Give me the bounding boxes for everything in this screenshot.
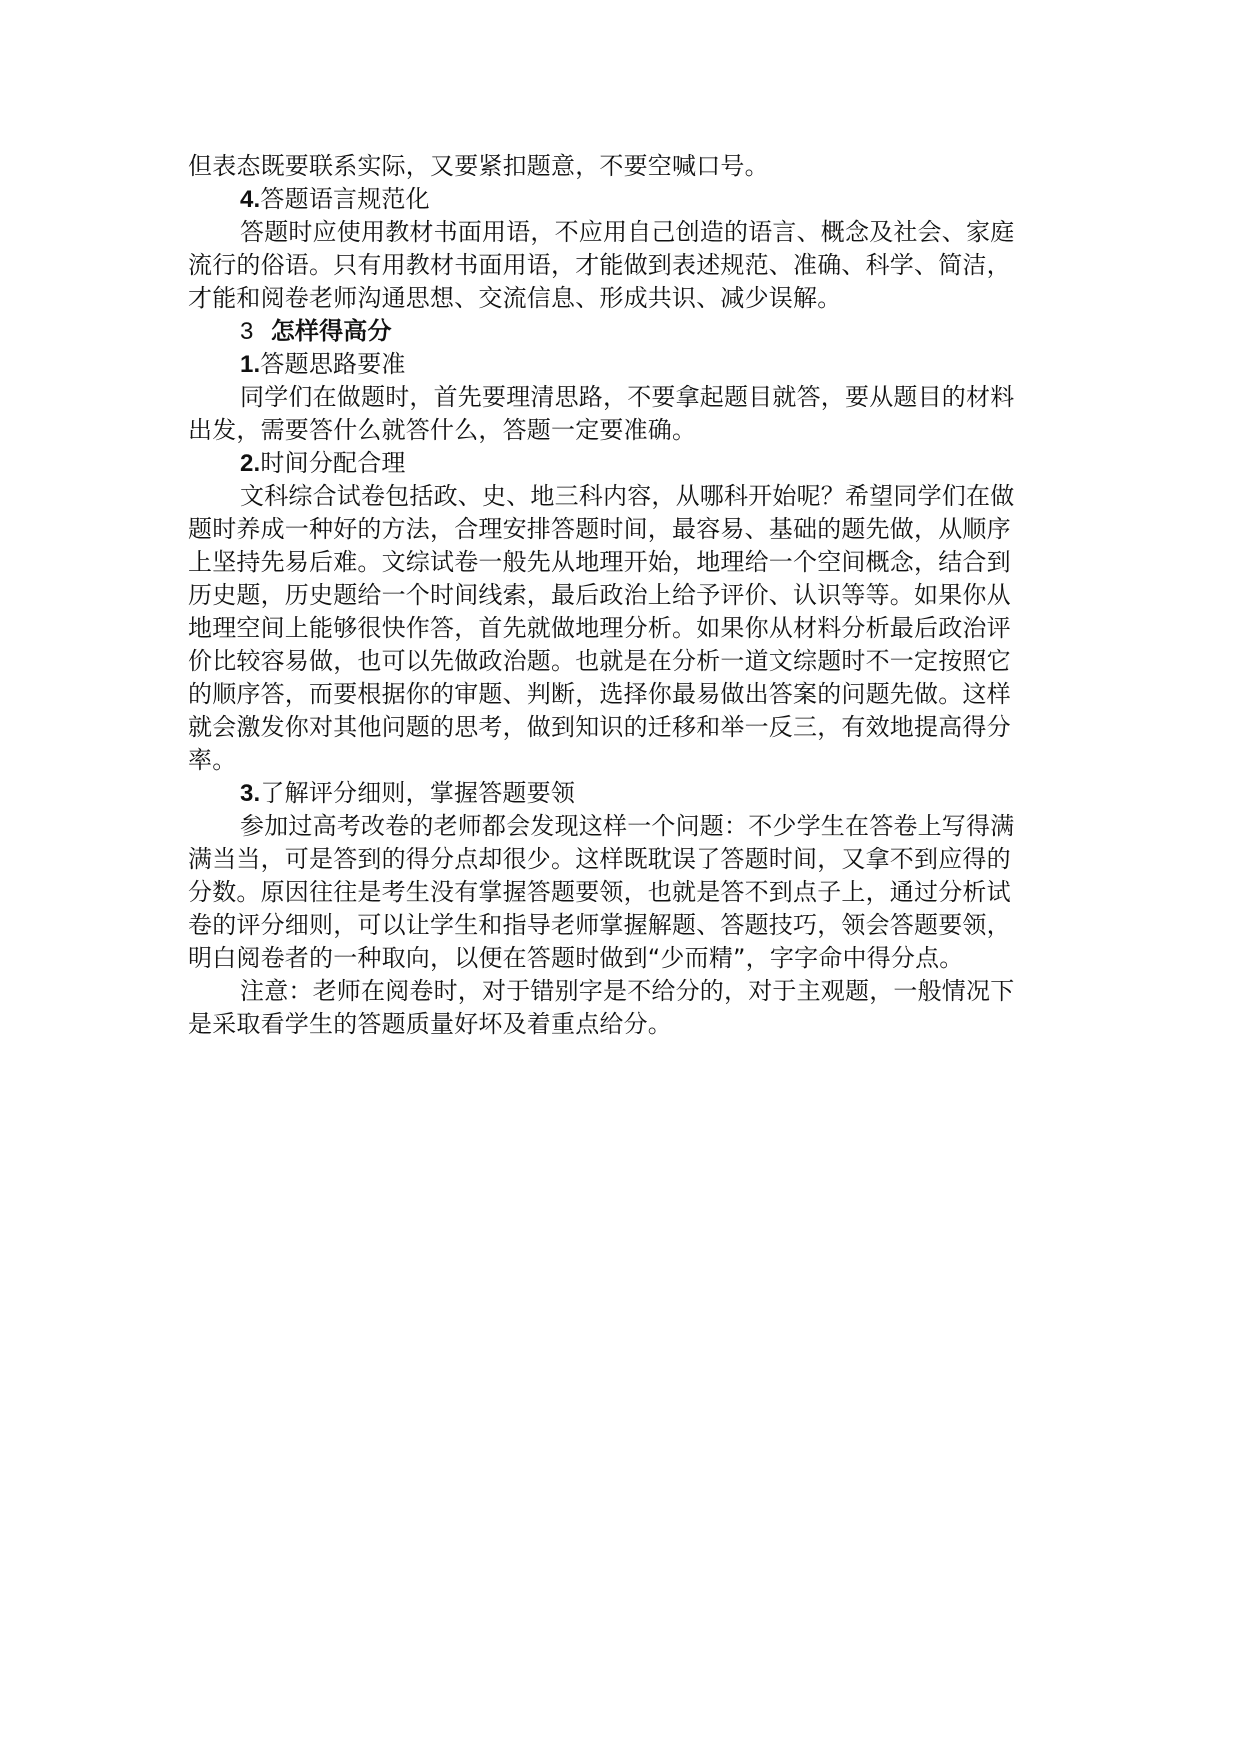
subheading-number: 2. [240, 450, 261, 477]
paragraph-first-line: 参加过高考改卷的老师都会发现这样一个问题：不少学生在答卷上写得满 [240, 812, 1015, 840]
subheading-number: 3. [240, 780, 261, 807]
paragraph-first-line: 文科综合试卷包括政、史、地三科内容，从哪科开始呢？希望同学们在做 [240, 482, 1015, 510]
text-line: 地理空间上能够很快作答，首先就做地理分析。如果你从材料分析最后政治评 [188, 614, 1011, 642]
text-line: 满当当，可是答到的得分点却很少。这样既耽误了答题时间，又拿不到应得的 [188, 845, 1011, 873]
text-line: 率。 [188, 746, 237, 774]
subheading-number: 4. [240, 186, 261, 213]
text-line: 上坚持先易后难。文综试卷一般先从地理开始，地理给一个空间概念，结合到 [188, 548, 1011, 576]
section-heading [188, 315, 1048, 348]
text-line: 价比较容易做，也可以先做政治题。也就是在分析一道文综题时不一定按照它 [188, 647, 1011, 675]
text-line: 题时养成一种好的方法，合理安排答题时间，最容易、基础的题先做，从顺序 [188, 515, 1011, 543]
note-first-line: 注意：老师在阅卷时，对于错别字是不给分的，对于主观题，一般情况下 [240, 977, 1015, 1005]
text-line: 分数。原因往往是考生没有掌握答题要领，也就是答不到点子上，通过分析试 [188, 878, 1011, 906]
text-line: 的顺序答，而要根据你的审题、判断，选择你最易做出答案的问题先做。这样 [188, 680, 1011, 708]
subheading-1 [188, 348, 1048, 381]
text-line: 但表态既要联系实际，又要紧扣题意，不要空喊口号。 [188, 152, 769, 180]
paragraph-first-line: 答题时应使用教材书面用语，不应用自己创造的语言、概念及社会、家庭 [240, 218, 1015, 246]
subheading-text: 答题思路要准 [260, 350, 406, 378]
text-line: 流行的俗语。只有用教材书面用语，才能做到表述规范、准确、科学、简洁， [188, 251, 1011, 279]
subheading-text: 答题语言规范化 [260, 185, 430, 213]
subheading-text: 时间分配合理 [260, 449, 406, 477]
document-page [188, 150, 1048, 1041]
subheading-3 [188, 777, 1048, 810]
subheading-2 [188, 447, 1048, 480]
text-line: 是采取看学生的答题质量好坏及着重点给分。 [188, 1010, 672, 1038]
subheading-text: 了解评分细则，掌握答题要领 [260, 779, 576, 807]
section-number: 3 [240, 318, 254, 345]
text-line: 就会激发你对其他问题的思考，做到知识的迁移和举一反三，有效地提高得分 [188, 713, 1011, 741]
text-line: 才能和阅卷老师沟通思想、交流信息、形成共识、减少误解。 [188, 284, 842, 312]
section-title: 怎样得高分 [270, 317, 392, 345]
paragraph-first-line: 同学们在做题时，首先要理清思路，不要拿起题目就答，要从题目的材料 [240, 383, 1015, 411]
text-line: 历史题，历史题给一个时间线索，最后政治上给予评价、认识等等。如果你从 [188, 581, 1011, 609]
subheading-number: 1. [240, 351, 261, 378]
text-line: 出发，需要答什么就答什么，答题一定要准确。 [188, 416, 697, 444]
text-line: 明白阅卷者的一种取向，以便在答题时做到“少而精”，字字命中得分点。 [188, 944, 964, 972]
subheading-4 [188, 183, 1048, 216]
text-line: 卷的评分细则，可以让学生和指导老师掌握解题、答题技巧，领会答题要领， [188, 911, 1011, 939]
